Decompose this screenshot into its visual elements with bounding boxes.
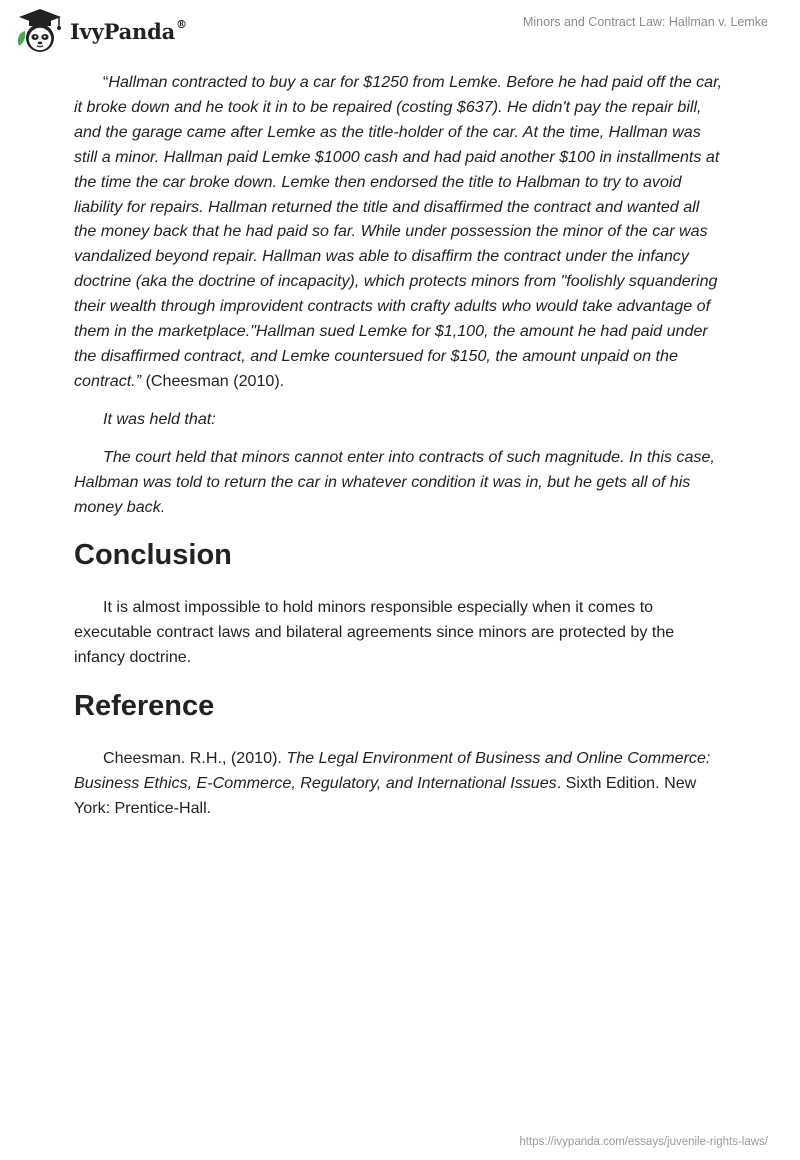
reference-book-title: The Legal Environment of Business and Online Commerce: Business Ethics, E-Commerce, Regulatory, and International Issues bbox=[74, 749, 711, 793]
registered-mark: ® bbox=[176, 17, 187, 31]
reference-publication: . Sixth Edition. New York: Prentice-Hall. bbox=[74, 774, 697, 817]
logo-wordmark bbox=[70, 19, 187, 44]
holding-text: The court held that minors cannot enter into contracts of such magnitude. In this case, Halbman was told to return the car in whatever condition it was in, but he gets all of his money back. bbox=[74, 447, 715, 516]
source-url-link[interactable]: https://ivypanda.com/essays/juvenile-rights-laws/ bbox=[519, 1136, 768, 1148]
opening-quote-mark: “ bbox=[103, 73, 109, 91]
held-intro-paragraph bbox=[74, 407, 726, 432]
conclusion-heading: Conclusion bbox=[74, 539, 232, 572]
essay-body bbox=[74, 70, 726, 834]
logo-name: IvyPanda bbox=[70, 18, 176, 44]
reference-heading: Reference bbox=[74, 690, 215, 723]
ivypanda-logo[interactable] bbox=[16, 8, 187, 54]
case-quote-text: Hallman contracted to buy a car for $1250 from Lemke. Before he had paid off the car, it broke down and he took it in to be repaired (costing $637). He didn't pay the repair bill, and the garage came after Lemke as the title-holder of the car. At the time, Hallman was still a minor. Hallman paid Lemke $1000 cash and had paid another $100 in installments at the time the car broke down. Lemke then endorsed the title to Halbman to try to avoid liability for repairs. Hallman returned the title and disaffirmed the contract and wanted all the money back that he had paid so far. While under possession the minor of the car was vandalized beyond repair. Hallman was able to disaffirm the contract under the infancy doctrine (aka the doctrine of incapacity), which protects minors from "foolishly squandering their wealth through improvident contracts with crafty adults who would take advantage of them in the marketplace."Hallman sued Lemke for $1,100, the amount he had paid under the disaffirmed contract, and Lemke countersued for $150, the amount unpaid on the contract.” bbox=[74, 73, 723, 390]
case-quote-paragraph bbox=[74, 70, 726, 394]
case-quote-citation: (Cheesman (2010). bbox=[141, 371, 285, 390]
document-title: Minors and Contract Law: Hallman v. Lemke bbox=[522, 15, 768, 29]
panda-graduation-cap-icon bbox=[16, 8, 64, 54]
page-header bbox=[0, 0, 800, 62]
reference-author: Cheesman. R.H., (2010). bbox=[103, 749, 287, 768]
held-intro-text: It was held that: bbox=[103, 409, 216, 428]
conclusion-paragraph: It is almost impossible to hold minors responsible especially when it comes to executable contract laws and bilateral agreements since minors are protected by the infancy doctrine. bbox=[74, 598, 675, 667]
reference-entry bbox=[74, 746, 726, 821]
holding-paragraph bbox=[74, 445, 726, 520]
